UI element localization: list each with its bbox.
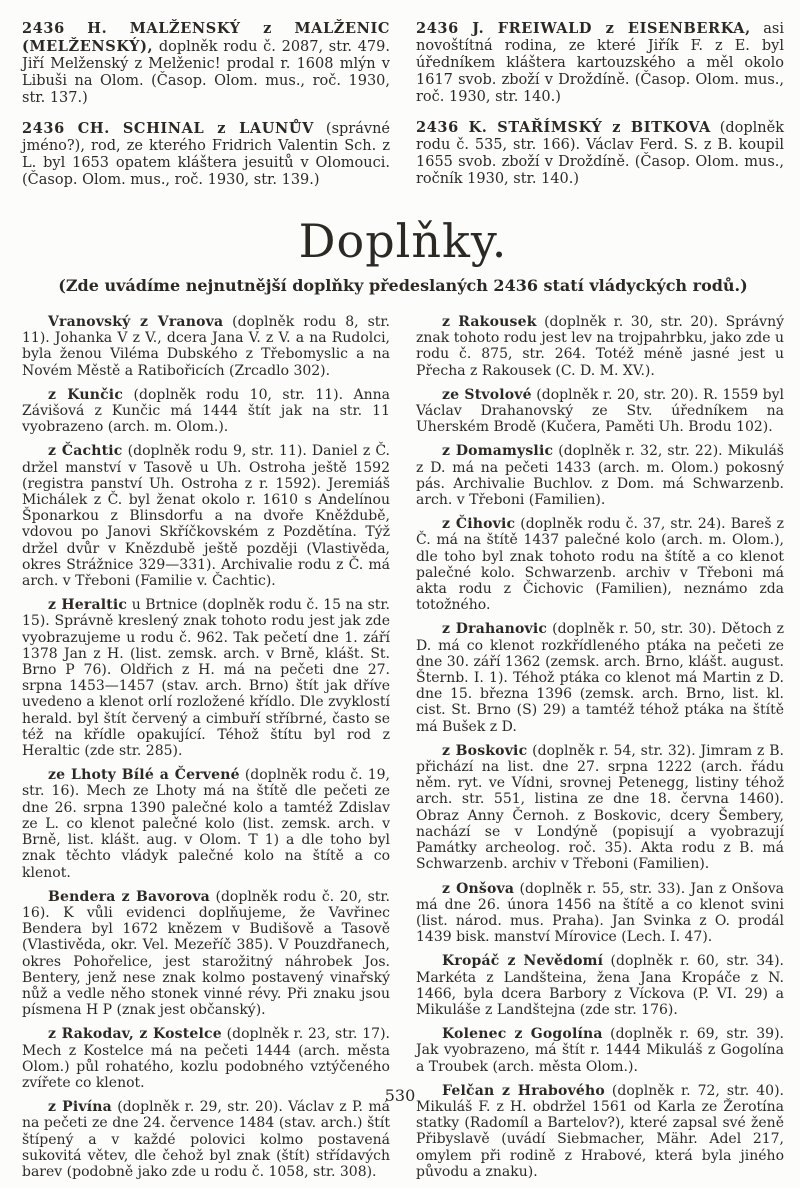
entry-body: (doplněk rodu 10, str. 11). Anna Závišová z Kunčic má 1444 štít jak na str. 11 vyobrazeno (arch. m. Olom.). — [22, 386, 390, 436]
entry-lead: ze Lhoty Bílé a Červené — [48, 767, 240, 784]
entry-body: (doplněk r. 72, str. 40). Mikuláš F. z H. obdržel 1561 od Karla ze Žerotína statky (Radomíl a Bartelov?), které zapsal své ženě Přibyslavě (uvádí Siebmacher, Mähr. Adel 217, omylem při rodině z Hrabové, která byla jiného původu a znaku). — [416, 1082, 784, 1180]
entry-lead: Kropáč z Nevědomí — [442, 953, 604, 970]
entry — [416, 621, 784, 734]
top-column-left — [22, 20, 390, 202]
entry — [416, 1026, 784, 1075]
entry — [416, 743, 784, 873]
entry-body: (doplněk r. 69, str. 39). Jak vyobrazeno, má štít r. 1444 Mikuláš z Gogolína a Troubek (arch. města Olom.). — [416, 1026, 785, 1075]
entry-body: (doplněk rodu č. 20, str. 16). K vůli evidenci doplňujeme, že Vavřinec Bendera byl 1672 knězem v Budišově a Tasově (Vlastivěda, okr. Vel. Mezeříč 385). V Pouzdřanech, okres Pohořelice, jest starožitný náhrobek Jos. Bentery, jenž nese znak kolmo postavený vinařský nůž a vedle něho stonek vinné révy. Při znaku jsou písmena H P (znak jest občanský). — [22, 888, 390, 1019]
entry — [22, 1099, 390, 1180]
entry-body: (doplněk r. 30, str. 20). Správný znak tohoto rodu jest lev na trojpahrbku, jako zde u rodu č. 875, str. 264. Totéž méně jasné jest u Přecha z Rakousek (C. D. M. XV.). — [416, 314, 784, 379]
entry — [416, 516, 784, 613]
entry — [22, 1026, 390, 1091]
entry — [22, 20, 390, 107]
entry-body: (doplněk r. 55, str. 33). Jan z Onšova má dne 26. února 1456 na štítě a co klenot svini (list. národ. mus. Praha). Jan Svinka z O. prodál 1439 bisk. manství Mírovice (Lech. I. 47). — [416, 880, 784, 946]
entry-body: (doplněk r. 23, str. 17). Mech z Kostelce má na pečeti 1444 (arch. města Olom.) půl rohatého, kozlu podobného vztýčeného zvířete co klenot. — [22, 1026, 390, 1091]
entry-lead: z Onšova — [442, 880, 515, 897]
entry-lead: Felčan z Hrabového — [442, 1082, 605, 1099]
entry-lead: z Čachtic — [48, 443, 123, 460]
entry-body: doplněk rodu č. 2087, str. 479. Jiří Melženský z Melženic! prodal r. 1608 mlýn v Libuši na Olom. (Časop. Olom. mus., roč. 1930, str. 137.) — [22, 39, 390, 106]
entry-lead: z Rakodav, z Kostelce — [48, 1026, 222, 1043]
entry-body: asi novoštítná rodina, ze které Jiřík F. z E. byl úředníkem kláštera kartouzského a měl okolo 1617 svob. zboží v Droždíně. (Časop. Olom. mus., roč. 1930, str. 140.) — [416, 21, 784, 105]
entry-body: (doplněk r. 54, str. 32). Jimram z B. přichází na list. dne 27. srpna 1222 (arch. řádu něm. ryt. ve Vídni, srovnej Petenegg, listiny téhož arch. str. 551, listina ze dne 18. června 1460). Obraz Anny Černoh. z Boskovic, dcery Šembery, nachází se v Londýně (popisují a vyobrazují Památky archeolog. roč. 35). Akta rodu z B. má Schwarzenb. archiv v Třeboni (Familien). — [416, 742, 784, 873]
top-entries-section — [22, 20, 784, 202]
entry-lead: ze Stvolové — [442, 386, 532, 403]
entry-lead: z Kunčic — [48, 386, 124, 403]
entry-body: (správné jméno?), rod, ze kterého Fridrich Valentin Sch. z L. byl 1653 opatem kláštera jesuitů v Olomouci. (Časop. Olom. mus., roč. 1930, str. 139.) — [22, 121, 390, 188]
entry-body: (doplněk rodu 8, str. 11). Johanka V z V., dcera Jana V. z V. a na Rudolci, byla ženou Viléma Dubského z Třebomyslic a na Novém Městě a Ratibořicích (Zrcadlo 302). — [22, 314, 390, 379]
heading-block — [22, 216, 784, 296]
entry — [416, 387, 784, 436]
entry-body: (doplněk rodu č. 19, str. 16). Mech ze Lhoty má na štítě dle pečeti ze dne 26. srpna 1390 palečné kolo a tamtéž Zdislav ze L. co klenot palečné kolo (list. zemsk. arch. v Brně, list. klášt. aug. v Olom. T 1) a dle toho byl znak těchto vládyk palečné kolo na štítě a co klenot. — [22, 767, 390, 881]
entry-lead: Vranovský z Vranova — [48, 314, 224, 330]
entry — [22, 597, 390, 759]
entry-lead: z Drahanovic — [442, 621, 548, 638]
entry — [22, 387, 390, 436]
page-title: Doplňky. — [298, 214, 508, 268]
entry-body: (doplněk rodu 9, str. 11). Daniel z Č. držel manství v Tasově u Uh. Ostroha ještě 1592 (registra panství Uh. Ostroha z r. 1592). Jeremiáš Michálek z Č. byl ženat okolo r. 1610 s Andelínou Šponarkou z Blinsdorfu a na dvoře Kněždubě, vdovou po Janovi Skříčkovském z Pozdětína. Týž držel dvůr v Knězdubě ještě později (Vlastivěda, okres Strážnice 329—331). Archivalie rodu z Č. má arch. v Třeboni (Familie v. Čachtic). — [22, 443, 390, 590]
entry-body: (doplněk r. 29, str. 20). Václav z P. má na pečeti ze dne 24. července 1484 (stav. arch.) štít štípený a v každé polovici kolmo postavená sukovitá větev, dle čehož byl znak (štít) střídavých barev (podobně jako zde u rodu č. 1058, str. 308). — [22, 1099, 390, 1180]
entry-lead: 2436 CH. SCHINAL z LAUNŮV — [22, 120, 314, 137]
entry — [416, 314, 784, 379]
entry-body: u Brtnice (doplněk rodu č. 15 na str. 15). Správně kreslený znak tohoto rodu jest jak zde vyobrazujeme u rodu č. 962. Tak pečetí dne 1. září 1378 Jan z H. (list. zemsk. arch. v Brně, klášt. St. Brno P 76). Oldřich z H. má na pečeti dne 27. srpna 1453—1457 (stav. arch. Brno) štít jak dříve uvedeno a klenot orlí rozložené křídlo. Dle zvyklostí herald. byl štít červený a cimbuří stříbrné, často se též na křídle opakující. Téhož štítu byl rod z Heraltic (zde str. 285). — [22, 597, 390, 760]
main-entries-section — [22, 314, 784, 1188]
entry-lead: z Domamyslic — [442, 443, 554, 460]
entry-body: (doplněk rodu č. 535, str. 166). Václav Ferd. S. z B. koupil 1655 svob. zboží v Droždíně. (Časop. Olom. mus., ročník 1930, str. 140.) — [416, 120, 784, 187]
page-subtitle: (Zde uvádíme nejnutnější doplňky předeslaných 2436 statí vládyckých rodů.) — [58, 276, 748, 295]
entry-lead: z Heraltic — [48, 597, 128, 614]
entry-lead: z Čihovic — [442, 516, 516, 533]
entry-lead: 2436 J. FREIWALD z EISENBERKA, — [416, 20, 751, 37]
top-column-right — [416, 20, 784, 202]
entry — [22, 120, 390, 189]
entry-body: (doplněk r. 20, str. 20). R. 1559 byl Václav Drahanovský ze Stv. úředníkem na Uherském Brodě (Kučera, Paměti Uh. Brodu 102). — [416, 386, 784, 436]
entry-lead: z Pivína — [48, 1099, 112, 1116]
entry-lead: Kolenec z Gogolína — [442, 1026, 603, 1043]
entry — [22, 443, 390, 589]
entry — [416, 881, 784, 946]
entry-body: (doplněk r. 32, str. 22). Mikuláš z D. má na pečeti 1433 (arch. m. Olom.) pokosný pás. Archivalie Buchlov. z Dom. má Schwarzenb. arch. v Třeboni (Familien). — [416, 443, 784, 509]
entry — [22, 767, 390, 880]
entry — [416, 953, 784, 1018]
entry — [416, 20, 784, 106]
entry-body: (doplněk r. 60, str. 34). Markéta z Landšteina, žena Jana Kropáče z N. 1466, byla dcera Barbory z Víckova (P. VI. 29) a Mikuláše z Landštejna (zde str. 176). — [416, 953, 784, 1018]
entry-lead: 2436 H. MALŽENSKÝ z MALŽENIC (MELŽENSKÝ), — [22, 20, 390, 55]
entry-lead: z Rakousek — [442, 314, 537, 330]
entry — [416, 443, 784, 508]
page-number: 530 — [384, 1086, 416, 1105]
entry-body: (doplněk r. 50, str. 30). Dětoch z D. má co klenot rozkřídleného ptáka na pečeti ze dne 30. září 1362 (zemsk. arch. Brno, klášt. august. Šternb. I. 1). Téhož ptáka co klenot má Martin z D. dne 15. března 1396 (zemsk. arch. Brno, list. kl. cist. St. Brno (S) 29) a tamtéž téhož ptáka na štítě má Bušek z D. — [416, 621, 784, 735]
entry-lead: Bendera z Bavorova — [48, 888, 210, 905]
entry-body: (doplněk rodu č. 37, str. 24). Bareš z Č. má na štítě 1437 palečné kolo (arch. m. Olom.), dle toho byl znak tohoto rodu na štítě a co klenot palečné kolo. Schwarzenb. archiv v Třeboni má akta rodu z Čichovic (Familien), neznámo zda totožného. — [416, 516, 784, 614]
main-column-left — [22, 314, 390, 1188]
entry — [22, 314, 390, 379]
main-column-right — [416, 314, 784, 1188]
entry-lead: 2436 K. STAŘÍMSKÝ z BITKOVA — [416, 119, 711, 136]
entry — [416, 119, 784, 188]
entry-lead: z Boskovic — [442, 742, 528, 759]
entry — [22, 889, 390, 1019]
